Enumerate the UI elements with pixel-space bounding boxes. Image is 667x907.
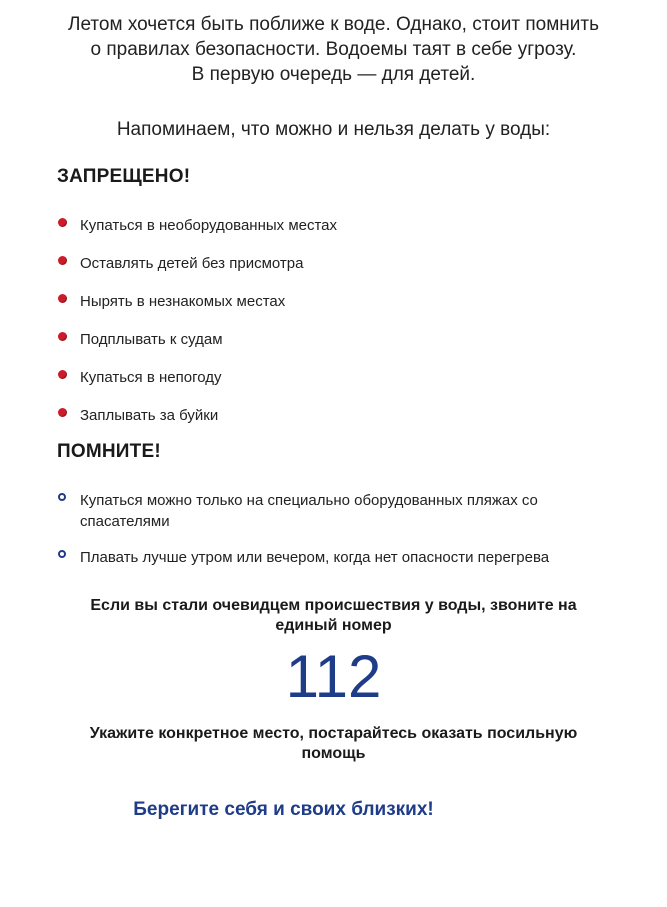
list-item-text: Оставлять детей без присмотра	[80, 255, 304, 272]
blue-bullet-icon	[58, 550, 66, 558]
blue-bullet-icon	[58, 493, 66, 501]
list-item	[57, 329, 617, 367]
red-bullet-icon	[58, 294, 67, 303]
remember-title: ПОМНИТЕ!	[57, 441, 161, 462]
closing-slogan: Берегите себя и своих близких!	[133, 799, 434, 820]
list-item-text: Плавать лучше утром или вечером, когда нет опасности перегрева	[80, 549, 550, 566]
intro-line-2: о правилах безопасности. Водоемы таят в себе угрозу.	[90, 39, 577, 60]
remember-list	[57, 490, 617, 568]
intro-line-1: Летом хочется быть поближе к воде. Однако, стоит помнить	[68, 14, 599, 35]
list-item-text: Купаться можно только на специально оборудованных пляжах со спасателями	[80, 492, 538, 530]
forbidden-title: ЗАПРЕЩЕНО!	[57, 166, 191, 187]
emergency-phone-number: 112	[285, 643, 382, 710]
list-item	[57, 547, 617, 568]
reminder-heading: Напоминаем, что можно и нельзя делать у воды:	[116, 119, 551, 140]
red-bullet-icon	[58, 218, 67, 227]
list-item	[57, 215, 617, 253]
red-bullet-icon	[58, 408, 67, 417]
red-bullet-icon	[58, 332, 67, 341]
intro-paragraph	[30, 12, 637, 87]
red-bullet-icon	[58, 256, 67, 265]
list-item-text: Купаться в необорудованных местах	[80, 217, 338, 234]
list-item	[57, 367, 617, 405]
list-item	[57, 490, 617, 547]
witness-instruction: Если вы стали очевидцем происшествия у воды, звоните на единый номер	[90, 597, 577, 634]
list-item-text: Заплывать за буйки	[80, 407, 219, 424]
list-item	[57, 405, 617, 443]
forbidden-list	[57, 215, 617, 443]
intro-line-3: В первую очередь — для детей.	[191, 64, 476, 85]
list-item	[57, 253, 617, 291]
list-item-text: Купаться в непогоду	[80, 369, 222, 386]
list-item-text: Подплывать к судам	[80, 331, 223, 348]
help-hint: Укажите конкретное место, постарайтесь оказать посильную помощь	[89, 725, 578, 762]
list-item-text: Нырять в незнакомых местах	[80, 293, 286, 310]
list-item	[57, 291, 617, 329]
red-bullet-icon	[58, 370, 67, 379]
